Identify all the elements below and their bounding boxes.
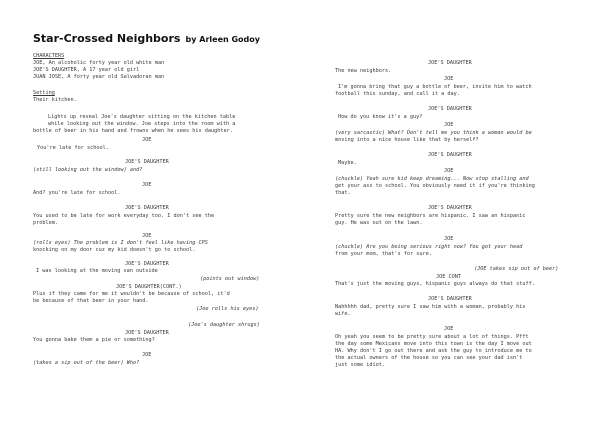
script-line: That's just the moving guys, hispanic guys always do that stuff. [335,281,535,287]
script-line: JOE [444,122,454,128]
script-line: JOE'S DAUGHTER [428,296,472,302]
script-line: You're late for school. [37,145,109,151]
script-line: get your ass to school. You obviously need it if you're thinking [335,183,535,189]
play-title: Star-Crossed Neighbors [33,32,181,45]
script-line: How do you know it's a guy? [338,114,423,120]
script-line: JOE'S DAUGHTER, A 17 year old girl [33,67,140,73]
script-line: moving into a nice house like that by herself? [335,137,479,143]
script-line: JOE [444,326,454,332]
script-line: JOE'S DAUGHTER(CONT.) [116,284,182,290]
script-line: JOE'S DAUGHTER [428,106,472,112]
script-line: The new neighbors. [335,68,392,74]
script-line: JOE'S DAUGHTER [125,330,169,336]
script-line: (chuckle) Are you being serious right now? You got your head [335,244,523,250]
script-line: guy. He was out on the lawn. [335,220,423,226]
script-line: the day some Mexicans move into this town is the day I move out [335,341,532,347]
script-line: JOE [142,182,152,188]
script-line: And? you're late for school. [33,190,121,196]
script-line: problem. [33,220,58,226]
script-line: (Joe's daughter shrugs) [188,322,260,328]
script-line: (very sarcastic) What? Don't tell me you think a woman would be [335,130,532,136]
script-line: (takes a sip out of the beer) Who? [33,360,140,366]
script-line: knocking on my door cuz my kid doesn't go to school. [33,247,196,253]
script-line: JOE'S DAUGHTER [125,205,169,211]
script-line: Their kitchen. [33,97,77,103]
script-line: the actual owners of the house so you can see your dad isn't [335,355,523,361]
script-line: football this sunday, and call it a day. [335,91,460,97]
author-credit: by Arleen Godoy [185,35,260,44]
script-line: JOE'S DAUGHTER [428,60,472,66]
script-line: while looking out the window. Joe steps into the room with a [48,121,236,127]
script-line: JOE [142,352,152,358]
script-line: You used to be late for work everyday too. I don't see the [33,213,215,219]
script-line: JOE'S DAUGHTER [428,152,472,158]
script-line: (Joe rolls his eyes) [196,306,259,312]
script-line: from your mom, that's for sure. [335,251,432,257]
script-line: (rolls eyes) The problem is I don't feel like having CPS [33,240,208,246]
script-line: (JOE takes sip out of beer) [474,266,559,272]
script-line: JOE [142,137,152,143]
script-line: wife. [335,311,351,317]
script-line: just some idiot. [335,362,385,368]
script-line: JOE [444,76,454,82]
script-line: (chuckle) Yeah sure kid keep dreaming... Now stop stalling and [335,176,529,182]
script-line: CHARACTERS [33,53,65,59]
script-line: JOE'S DAUGHTER [125,261,169,267]
script-line: (points out window) [200,276,260,282]
script-line: be because of that beer in your hand. [33,298,149,304]
script-line: Plus if they came for me it wouldn't be because of school, it'd [33,291,230,297]
script-line: Pretty sure the new neighbors are hispanic. I saw an hispanic [335,213,526,219]
script-line: JUAN JOSE, A forty year old Salvadoran man [33,74,165,80]
script-line: JOE'S DAUGHTER [125,159,169,165]
script-line: Oh yeah you seem to be pretty sure about a lot of things. Pfft [335,334,529,340]
script-line: I'm gonna bring that guy a bottle of beer, invite him to watch [338,84,532,90]
script-line: Maybe. [338,160,357,166]
script-line: JOE CONT [436,274,461,280]
script-line: bottle of beer in his hand and frowns when he sees his daughter. [33,128,233,134]
script-line: that. [335,190,351,196]
script-line: Nahhhhh dad, pretty sure I saw him with a woman, probably his [335,304,526,310]
script-line: I was looking at the moving van outside [36,268,158,274]
script-line: JOE [444,168,454,174]
script-line: JOE'S DAUGHTER [428,205,472,211]
script-line: You gonna bake them a pie or something? [33,337,155,343]
script-line: (still looking out the window) and? [33,167,143,173]
script-line: JOE [142,233,152,239]
page-title [33,27,260,46]
script-line: HA. Why don't I go out there and ask the guy to introduce me to [335,348,532,354]
script-line: Lights up reveal Joe's daughter sitting on the kitchen table [48,114,236,120]
script-line: Setting [33,90,55,96]
script-line: JOE [444,236,454,242]
script-line: JOE, An alcoholic forty year old white man [33,60,165,66]
